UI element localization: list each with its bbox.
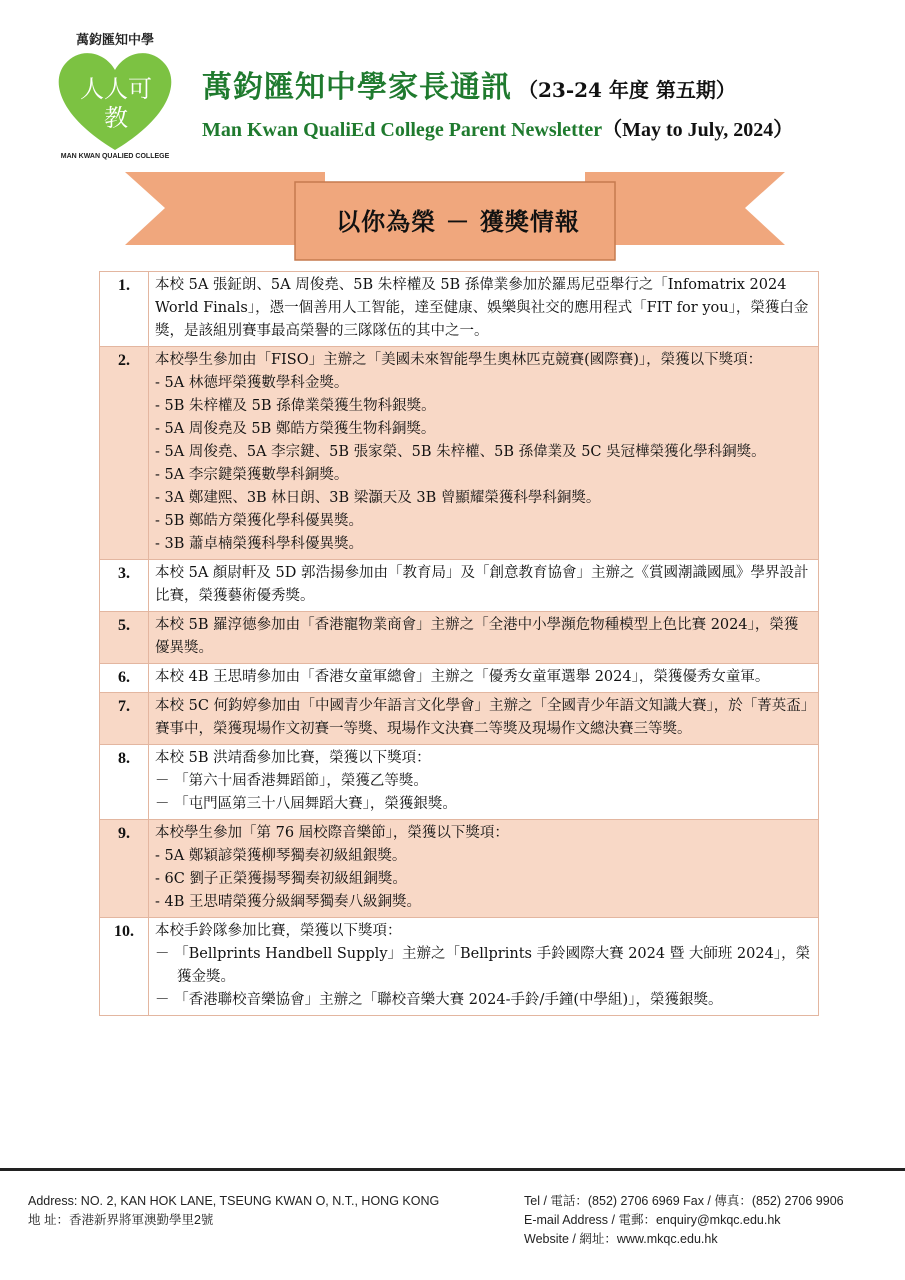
period-label: （May to July, 2024） [602,119,794,141]
award-item: - 5A 李宗鍵榮獲數學科銅獎。 [155,467,349,483]
award-item: - 3A 鄭建熙、3B 林日朗、3B 梁灝天及 3B 曾顯耀榮獲科學科銅獎。 [155,490,601,506]
award-details [149,560,819,612]
title-zh-text: 萬鈞匯知中學家長通訊 [202,70,512,105]
banner-title: 以你為榮 － 獲獎情報 [336,207,580,236]
award-number: 1. [100,272,149,347]
award-description: 本校 5A 顏尉軒及 5D 郭浩揚參加由「教育局」及「創意教育協會」主辦之《賞國潮識國風》學界設計比賽，榮獲藝術優秀獎。 [155,565,809,604]
email-address: E-mail Address / 電郵：enquiry@mkqc.edu.hk [524,1213,781,1227]
award-details [149,272,819,347]
newsletter-title-zh [202,62,736,106]
award-details [149,820,819,918]
award-details [149,918,819,1016]
award-item: － 「香港聯校音樂協會」主辦之「聯校音樂大賽 2024-手鈴/手鐘(中學組)」，榮獲銀獎。 [155,992,723,1008]
award-item: - 5A 鄭穎諺榮獲柳琴獨奏初級組銀獎。 [155,848,407,864]
award-number: 2. [100,347,149,560]
award-number: 8. [100,745,149,820]
award-row [100,820,819,918]
footer-contact [524,1192,844,1249]
logo-motto-line2: 教 [104,104,128,132]
award-number: 6. [100,664,149,693]
website-address[interactable]: Website / 網址：www.mkqc.edu.hk [524,1232,718,1246]
awards-table [99,271,819,1016]
address-en: Address: NO. 2, KAN HOK LANE, TSEUNG KWAN O, N.T., HONG KONG [28,1194,440,1208]
award-details [149,347,819,560]
award-details [149,612,819,664]
award-row [100,693,819,745]
award-description: 本校 4B 王思晴參加由「香港女童軍總會」主辦之「優秀女童軍選舉 2024」，榮獲優秀女童軍。 [155,669,770,685]
award-description: 本校 5A 張鉦朗、5A 周俊堯、5B 朱梓權及 5B 孫偉業參加於羅馬尼亞舉行之「Infomatrix 2024 World Finals」，憑一個善用人工智能，達至健康、娛樂與社交的應用程式「FIT for you」，榮獲白金獎，是該組別賽事最高榮譽的三隊隊伍的其中之一。 [155,277,809,339]
award-number: 10. [100,918,149,1016]
award-number: 7. [100,693,149,745]
award-description: 本校學生參加「第 76 屆校際音樂節」，榮獲以下獎項： [155,825,509,841]
award-details [149,693,819,745]
award-row [100,745,819,820]
award-row [100,272,819,347]
logo-motto-line1: 人人可 [80,75,152,103]
award-item: － 「屯門區第三十八屆舞蹈大賽」，榮獲銀獎。 [155,796,457,812]
award-item: - 4B 王思晴榮獲分級綱琴獨奏八級銅獎。 [155,894,421,910]
award-description: 本校學生參加由「FISO」主辦之「美國未來智能學生奧林匹克競賽(國際賽)」，榮獲以下獎項： [155,352,763,368]
tel-fax: Tel / 電話：(852) 2706 6969 Fax / 傳真：(852) 2706 9906 [524,1194,844,1208]
footer-divider [0,1168,905,1171]
award-item: - 5A 周俊堯及 5B 鄭皓方榮獲生物科銅獎。 [155,421,436,437]
award-row [100,560,819,612]
award-details [149,745,819,820]
award-row [100,664,819,693]
award-details [149,664,819,693]
issue-label: （23-24 年度 第五期） [518,78,736,102]
award-description: 本校 5C 何鈞婷參加由「中國青少年語言文化學會」主辦之「全國青少年語文知識大賽」，於「菁英盃」賽事中，榮獲現場作文初賽一等獎、現場作文決賽二等獎及現場作文總決賽三等獎。 [155,698,809,737]
award-item: - 5B 鄭皓方榮獲化學科優異獎。 [155,513,363,529]
award-item: - 5A 林德坪榮獲數學科金獎。 [155,375,349,391]
logo-en-text: MAN KWAN QUALIED COLLEGE [60,153,170,160]
newsletter-title-en [202,113,793,142]
address-zh: 地 址：香港新界將軍澳勤學里2號 [28,1213,214,1227]
award-item: - 5B 朱梓權及 5B 孫偉業榮獲生物科銀獎。 [155,398,436,414]
award-item: - 6C 劉子正榮獲揚琴獨奏初級組銅獎。 [155,871,407,887]
award-number: 9. [100,820,149,918]
award-row [100,612,819,664]
school-logo [40,22,190,162]
award-number: 3. [100,560,149,612]
award-number: 5. [100,612,149,664]
award-description: 本校 5B 羅淳德參加由「香港寵物業商會」主辦之「全港中小學瀕危物種模型上色比賽 2024」，榮獲優異獎。 [155,617,799,656]
award-description: 本校 5B 洪靖喬參加比賽，榮獲以下獎項： [155,750,431,766]
award-item: - 3B 蕭卓楠榮獲科學科優異獎。 [155,536,363,552]
title-en-text: Man Kwan QualiEd College Parent Newsletter [202,119,603,141]
award-item: － 「Bellprints Handbell Supply」主辦之「Bellprints 手鈴國際大賽 2024 暨 大師班 2024」，榮獲金獎。 [155,946,811,985]
award-item: － 「第六十屆香港舞蹈節」，榮獲乙等獎。 [155,773,428,789]
award-row [100,918,819,1016]
logo-arc-text: 萬鈞匯知中學 [75,33,155,48]
award-description: 本校手鈴隊參加比賽，榮獲以下獎項： [155,923,402,939]
award-item: - 5A 周俊堯、5A 李宗鍵、5B 張家榮、5B 朱梓權、5B 孫偉業及 5C 吳冠樺榮獲化學科銅獎。 [155,444,766,460]
award-row [100,347,819,560]
footer-address [28,1192,439,1230]
